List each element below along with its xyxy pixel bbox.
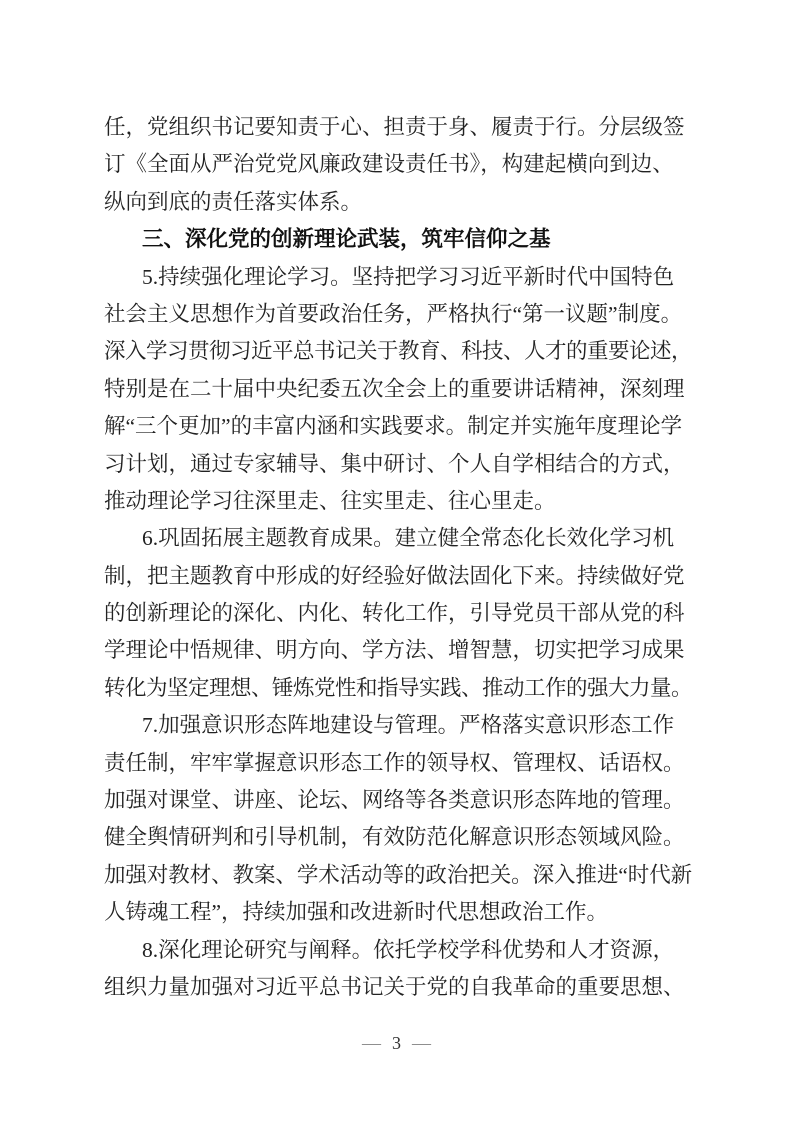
text-line: 加强对教材、教案、学术活动等的政治把关。深入推进“时代新 [104, 862, 693, 887]
text-line: 责任制，牢牢掌握意识形态工作的领导权、管理权、话语权。 [104, 750, 685, 775]
page-number-dash-right: — [412, 1033, 431, 1054]
text-line: 制，把主题教育中形成的好经验好做法固化下来。持续做好党 [104, 563, 685, 588]
text-line: 订《全面从严治党党风廉政建设责任书》，构建起横向到边、 [104, 152, 674, 177]
section-heading: 三、深化党的创新理论武装，筑牢信仰之基 [142, 227, 551, 252]
text-line: 加强对课堂、讲座、论坛、网络等各类意识形态阵地的管理。 [104, 788, 685, 813]
text-line: 8.深化理论研究与阐释。依托学校学科优势和人才资源， [142, 937, 675, 962]
text-line: 特别是在二十届中央纪委五次全会上的重要讲话精神，深刻理 [104, 376, 685, 401]
text-line: 6.巩固拓展主题教育成果。建立健全常态化长效化学习机 [142, 526, 675, 551]
text-line: 的创新理论的深化、内化、转化工作，引导党员干部从党的科 [104, 601, 685, 626]
text-line: 转化为坚定理想、锤炼党性和指导实践、推动工作的强大力量。 [104, 675, 693, 700]
text-line: 解“三个更加”的丰富内涵和实践要求。制定并实施年度理论学 [104, 414, 683, 439]
document-text-block [104, 109, 692, 1006]
text-line: 5.持续强化理论学习。坚持把学习习近平新时代中国特色 [142, 264, 675, 289]
text-line: 学理论中悟规律、明方向、学方法、增智慧，切实把学习成果 [104, 638, 685, 663]
page-footer [0, 1031, 793, 1055]
text-line: 纵向到底的责任落实体系。 [104, 189, 363, 214]
page-number: 3 [392, 1033, 401, 1053]
text-line: 社会主义思想作为首要政治任务，严格执行“第一议题”制度。 [104, 301, 683, 326]
text-line: 习计划，通过专家辅导、集中研讨、个人自学相结合的方式， [104, 451, 685, 476]
text-line: 深入学习贯彻习近平总书记关于教育、科技、人才的重要论述， [104, 339, 693, 364]
text-line: 人铸魂工程”，持续加强和改进新时代思想政治工作。 [104, 900, 609, 925]
text-line: 组织力量加强对习近平总书记关于党的自我革命的重要思想、 [104, 974, 685, 999]
page-number-dash-left: — [362, 1033, 381, 1054]
text-line: 推动理论学习往深里走、往实里走、往心里走。 [104, 488, 556, 513]
text-line: 7.加强意识形态阵地建设与管理。严格落实意识形态工作 [142, 713, 675, 738]
text-line: 健全舆情研判和引导机制，有效防范化解意识形态领域风险。 [104, 825, 685, 850]
text-line: 任，党组织书记要知责于心、担责于身、履责于行。分层级签 [104, 115, 685, 139]
